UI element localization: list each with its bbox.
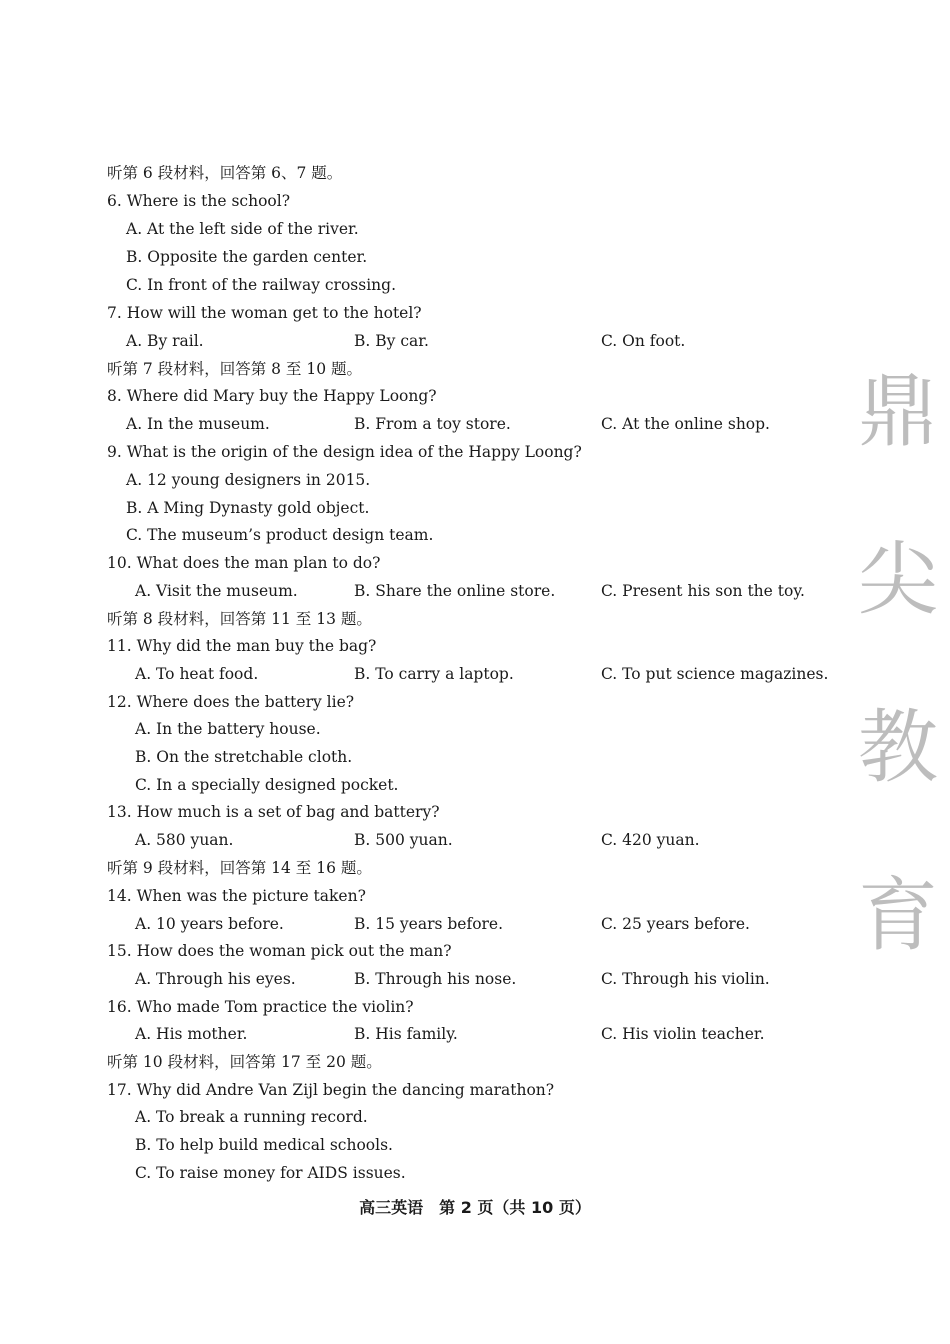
option-b: B. Through his nose. (354, 970, 517, 988)
option-c: C. 420 yuan. (601, 831, 700, 849)
options-row (0, 965, 860, 993)
option-c: C. At the online shop. (601, 415, 770, 433)
option-c: C. His violin teacher. (601, 1025, 765, 1043)
option-b: B. 15 years before. (354, 915, 504, 933)
question-stem: 14. When was the picture taken? (107, 887, 366, 905)
option-a: A. In the battery house. (135, 720, 321, 738)
question-stem: 15. How does the woman pick out the man? (107, 942, 452, 960)
options-row (0, 910, 860, 938)
option-b: B. Opposite the garden center. (126, 248, 368, 266)
option-a: A. In the museum. (126, 415, 270, 433)
option-a: A. Visit the museum. (135, 582, 298, 600)
watermark (858, 365, 950, 1044)
watermark-char: 教 (858, 701, 938, 794)
question-stem: 16. Who made Tom practice the violin? (107, 998, 414, 1016)
option-a: A. His mother. (135, 1025, 248, 1043)
option-a: A. By rail. (126, 332, 204, 350)
watermark-char: 鼎 (858, 365, 938, 458)
section-heading: 听第 8 段材料，回答第 11 至 13 题。 (107, 610, 372, 628)
option-b: B. 500 yuan. (354, 831, 453, 849)
question-stem: 13. How much is a set of bag and battery? (107, 803, 440, 821)
option-b: B. By car. (354, 332, 429, 350)
option-c: C. 25 years before. (601, 915, 750, 933)
option-b: B. To carry a laptop. (354, 665, 514, 683)
option-a: A. To heat food. (135, 665, 259, 683)
question-stem: 8. Where did Mary buy the Happy Loong? (107, 387, 437, 405)
page-footer: 高三英语 第 2 页（共 10 页） (359, 1198, 591, 1217)
option-b: B. A Ming Dynasty gold object. (126, 499, 370, 517)
option-a: A. 12 young designers in 2015. (126, 471, 371, 489)
section-heading: 听第 6 段材料，回答第 6、7 题。 (107, 164, 343, 182)
section-heading: 听第 7 段材料，回答第 8 至 10 题。 (107, 360, 363, 378)
option-c: C. Present his son the toy. (601, 582, 805, 600)
question-stem: 7. How will the woman get to the hotel? (107, 304, 422, 322)
question-stem: 11. Why did the man buy the bag? (107, 637, 377, 655)
question-stem: 6. Where is the school? (107, 192, 291, 210)
option-c: C. In front of the railway crossing. (126, 276, 396, 294)
option-a: A. 580 yuan. (135, 831, 234, 849)
option-a: A. Through his eyes. (135, 970, 296, 988)
options-row (0, 1020, 860, 1048)
option-c: C. The museum’s product design team. (126, 526, 434, 544)
option-c: C. In a specially designed pocket. (135, 776, 399, 794)
option-c: C. Through his violin. (601, 970, 770, 988)
options-row (0, 826, 860, 854)
option-c: C. To put science magazines. (601, 665, 829, 683)
section-heading: 听第 10 段材料，回答第 17 至 20 题。 (107, 1053, 382, 1071)
question-stem: 9. What is the origin of the design idea of the Happy Loong? (107, 443, 582, 461)
option-c: C. To raise money for AIDS issues. (135, 1164, 406, 1182)
option-b: B. To help build medical schools. (135, 1136, 393, 1154)
option-a: A. 10 years before. (135, 915, 284, 933)
options-row (0, 577, 860, 605)
option-a: A. To break a running record. (135, 1108, 368, 1126)
option-b: B. On the stretchable cloth. (135, 748, 353, 766)
option-c: C. On foot. (601, 332, 686, 350)
option-b: B. His family. (354, 1025, 458, 1043)
question-stem: 10. What does the man plan to do? (107, 554, 381, 572)
question-stem: 12. Where does the battery lie? (107, 693, 355, 711)
option-a: A. At the left side of the river. (126, 220, 359, 238)
section-heading: 听第 9 段材料，回答第 14 至 16 题。 (107, 859, 372, 877)
watermark-char: 尖 (858, 533, 938, 626)
question-stem: 17. Why did Andre Van Zijl begin the dancing marathon? (107, 1081, 555, 1099)
options-row (0, 327, 860, 355)
watermark-char: 育 (858, 869, 938, 962)
option-b: B. From a toy store. (354, 415, 511, 433)
option-b: B. Share the online store. (354, 582, 556, 600)
options-row (0, 660, 860, 688)
options-row (0, 410, 860, 438)
